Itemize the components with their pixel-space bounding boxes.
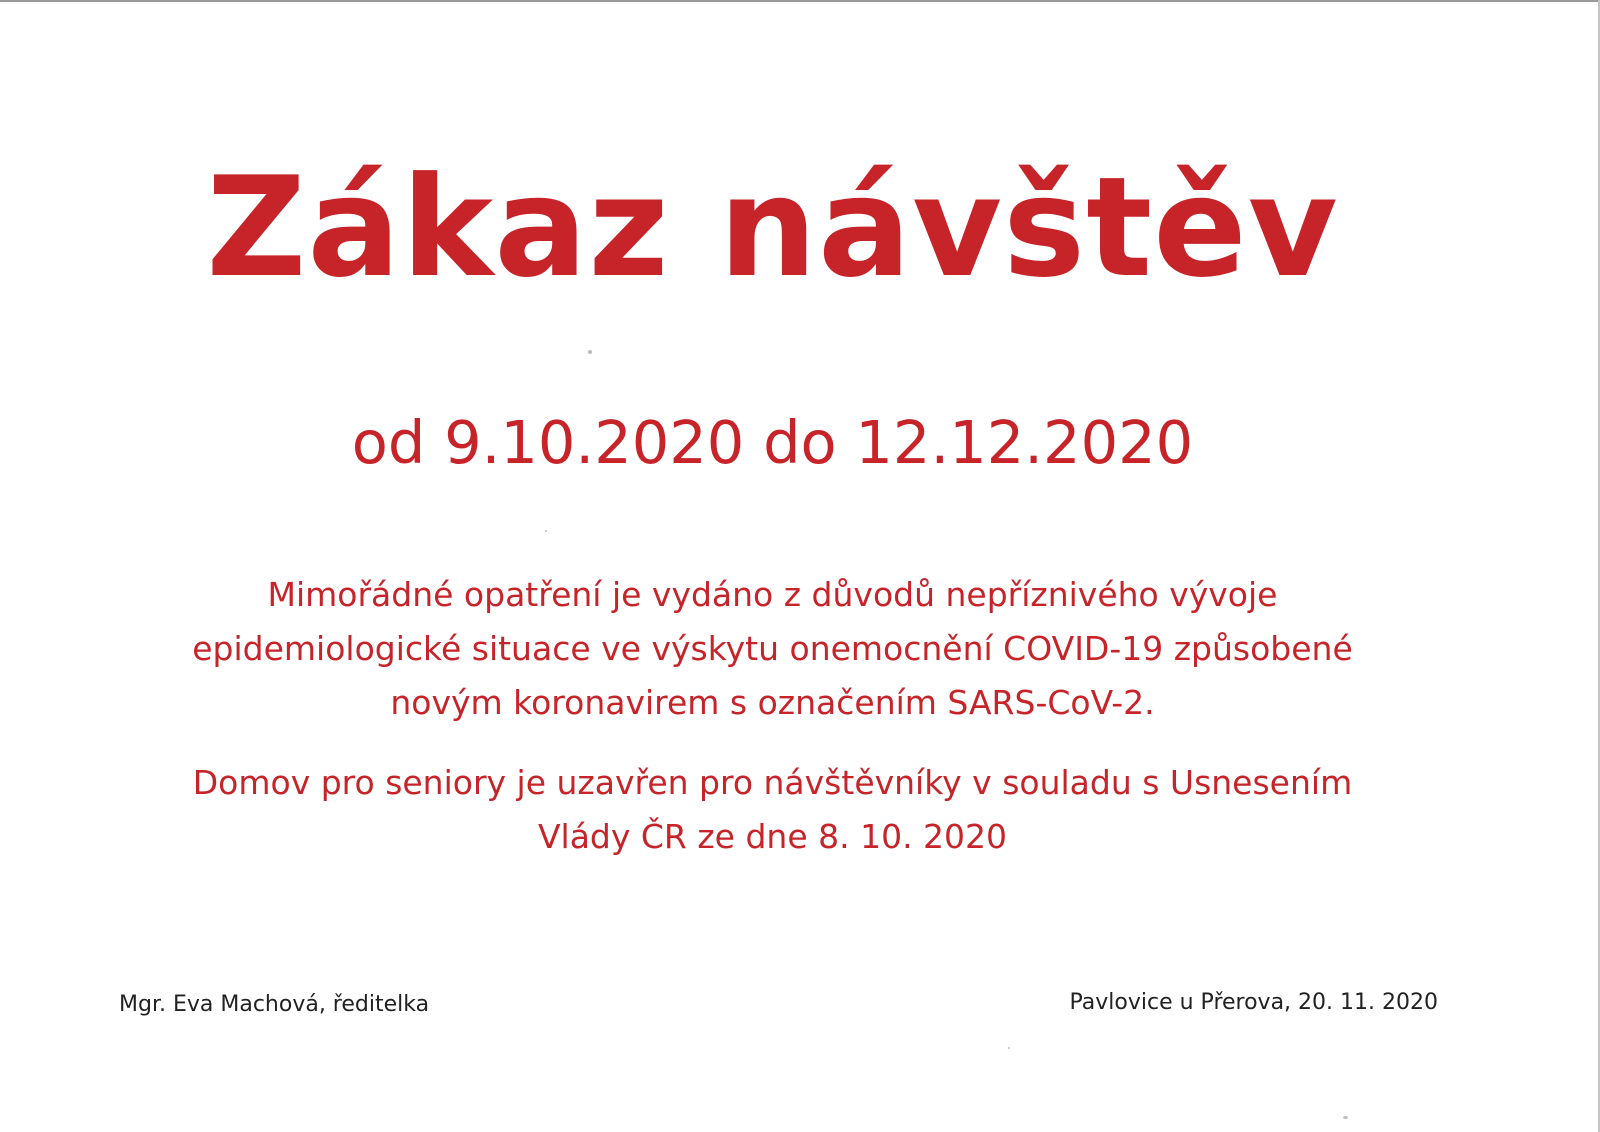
notice-paragraph-closure: [0, 756, 1545, 864]
place-date-line: Pavlovice u Přerova, 20. 11. 2020: [1069, 990, 1438, 1015]
scan-speck: [1343, 1116, 1348, 1119]
scan-speck: [588, 350, 592, 354]
paragraph-line: Vlády ČR ze dne 8. 10. 2020: [537, 817, 1008, 856]
notice-paragraph-reason: [0, 568, 1545, 730]
paragraph-line: Domov pro seniory je uzavřen pro návštěvníky v souladu s Usnesením: [192, 763, 1353, 802]
scan-edge-top: [0, 0, 1600, 2]
paragraph-line: Mimořádné opatření je vydáno z důvodů nepříznivého vývoje: [267, 575, 1278, 614]
signature-line: Mgr. Eva Machová, ředitelka: [119, 992, 430, 1017]
scan-speck: [545, 530, 547, 532]
paragraph-line: epidemiologické situace ve výskytu onemocnění COVID-19 způsobené: [192, 629, 1353, 668]
notice-title: Zákaz návštěv: [206, 147, 1339, 308]
paragraph-line: novým koronavirem s označením SARS-CoV-2.: [390, 683, 1155, 722]
scan-speck: [1008, 1047, 1010, 1049]
notice-date-range: od 9.10.2020 do 12.12.2020: [351, 408, 1194, 477]
